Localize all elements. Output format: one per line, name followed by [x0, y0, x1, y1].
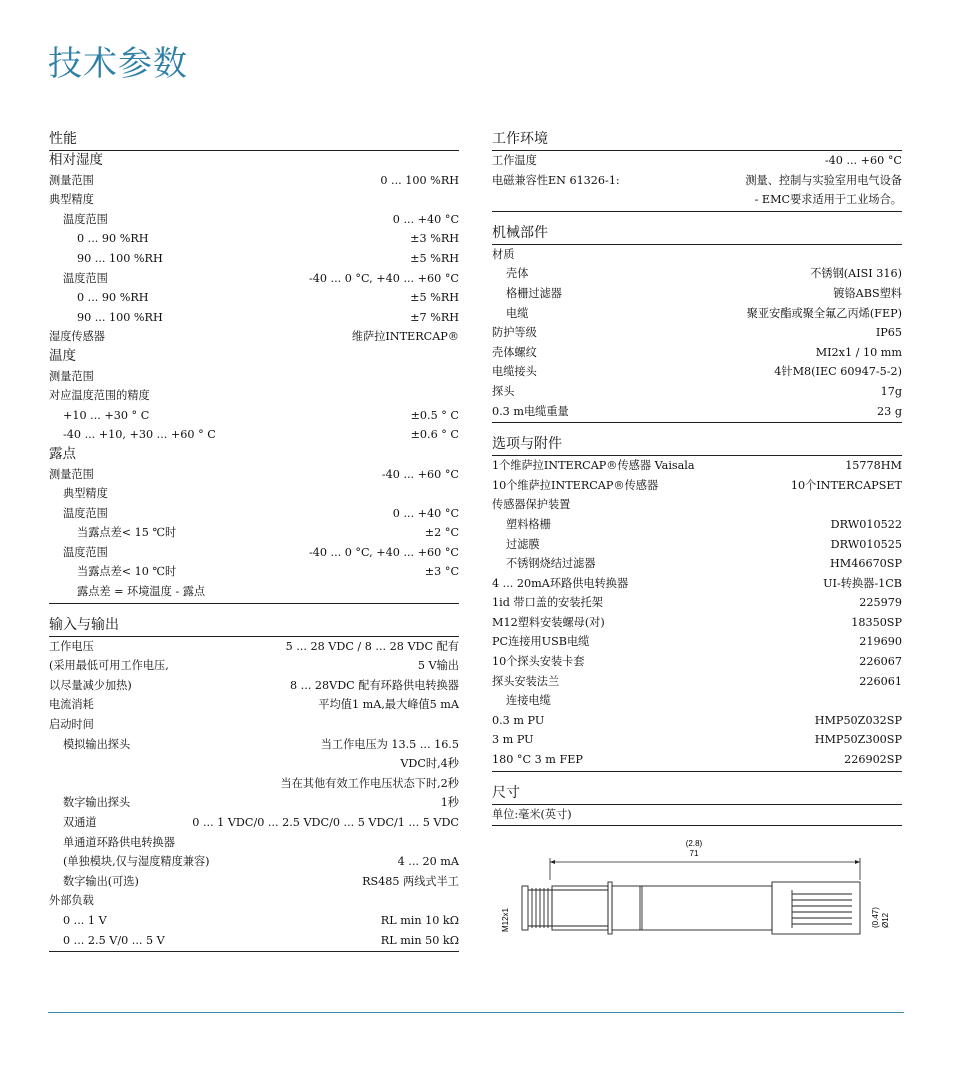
spec-row — [49, 891, 459, 911]
spec-section — [492, 784, 902, 955]
spec-label: 温度范围 — [63, 545, 108, 559]
spec-label: 3 m PU — [492, 733, 534, 747]
spec-label: 单通道环路供电转换器 — [63, 835, 175, 849]
spec-label: 温度范围 — [63, 212, 108, 226]
spec-label: 相对湿度 — [49, 152, 103, 168]
page-title: 技术参数 — [48, 44, 188, 84]
spec-row — [492, 382, 902, 402]
spec-value: 1秒 — [440, 796, 459, 810]
spec-row — [49, 754, 459, 774]
footer-divider — [48, 1012, 904, 1013]
spec-label: 双通道 — [63, 816, 97, 829]
subsection-heading — [49, 151, 459, 171]
spec-value: ±2 °C — [424, 526, 459, 540]
spec-label: 以尽量减少加热) — [49, 678, 132, 692]
spec-row — [49, 543, 459, 563]
spec-value: -40 ... +60 °C — [381, 467, 459, 481]
spec-label: 0 ... 90 %RH — [77, 291, 149, 305]
spec-value: RL min 10 kΩ — [380, 913, 459, 927]
spec-label: 塑料格栅 — [506, 517, 551, 531]
spec-row — [492, 343, 902, 363]
spec-row — [49, 425, 459, 445]
spec-section — [49, 130, 459, 604]
spec-row — [49, 249, 459, 269]
spec-label: 格栅过滤器 — [506, 286, 562, 300]
spec-label: 0.3 m PU — [492, 713, 545, 727]
spec-value: 225979 — [859, 596, 902, 610]
spec-label: 对应温度范围的精度 — [49, 389, 150, 403]
spec-value: 0 ... +40 °C — [392, 212, 459, 226]
spec-row — [492, 171, 902, 191]
spec-row — [49, 367, 459, 387]
thread-label: M12x1 — [501, 908, 510, 933]
spec-row — [49, 308, 459, 328]
spec-label: 当露点差< 10 ℃时 — [77, 565, 177, 579]
spec-value: 0 ... +40 °C — [392, 506, 459, 520]
spec-row — [492, 190, 902, 210]
spec-row — [492, 245, 902, 265]
spec-value: 0 ... 1 VDC/0 ... 2.5 VDC/0 ... 5 VDC/1 ... 5 VDC — [192, 816, 459, 829]
spec-row — [492, 632, 902, 652]
spec-row — [49, 269, 459, 289]
spec-value: 4 ... 20 mA — [397, 855, 459, 869]
probe-body — [522, 882, 860, 934]
spec-row — [49, 872, 459, 892]
section-title: 工作环境 — [492, 130, 902, 151]
spec-row — [49, 465, 459, 485]
spec-value: 聚亚安酯或聚全氟乙丙烯(FEP) — [746, 306, 902, 320]
spec-label: 90 ... 100 %RH — [77, 251, 163, 265]
spec-label: 防护等级 — [492, 326, 537, 340]
spec-value: 0 ... 100 %RH — [380, 173, 459, 187]
spec-label: 工作电压 — [49, 639, 94, 653]
spec-label: 材质 — [492, 247, 515, 261]
spec-value: ±3 %RH — [410, 232, 459, 246]
spec-value: HM46670SP — [830, 557, 902, 571]
spec-row — [492, 554, 902, 574]
spec-row — [49, 715, 459, 735]
spec-label: (采用最低可用工作电压, — [49, 659, 169, 673]
spec-value: 5 V输出 — [417, 659, 459, 673]
spec-rows — [492, 245, 902, 423]
probe-dimension-drawing — [492, 832, 902, 950]
spec-row — [492, 691, 902, 711]
spec-label: 测量范围 — [49, 173, 94, 187]
spec-label: 外部负载 — [49, 894, 94, 908]
spec-label: 10个维萨拉INTERCAP®传感器 — [492, 478, 659, 492]
spec-label: 壳体 — [506, 267, 529, 281]
spec-row — [49, 484, 459, 504]
spec-label: 典型精度 — [49, 193, 94, 207]
spec-label: 温度范围 — [63, 271, 108, 285]
spec-row — [49, 676, 459, 696]
spec-label: 壳体螺纹 — [492, 345, 537, 359]
spec-value: MI2x1 / 10 mm — [815, 345, 902, 359]
spec-label: 连接电缆 — [506, 694, 551, 708]
spec-value: 平均值1 mA,最大峰值5 mA — [318, 698, 459, 712]
spec-value: -40 ... +60 °C — [824, 154, 902, 167]
spec-label: 模拟输出探头 — [63, 737, 131, 751]
spec-row — [49, 695, 459, 715]
spec-row — [49, 288, 459, 308]
spec-value: DRW010522 — [830, 517, 902, 531]
spec-row — [492, 151, 902, 171]
spec-label: 电缆 — [506, 306, 529, 320]
spec-rows — [49, 151, 459, 604]
section-title: 机械部件 — [492, 224, 902, 245]
spec-value: 10个INTERCAPSET — [790, 478, 902, 492]
spec-section — [492, 224, 902, 423]
spec-value: 5 ... 28 VDC / 8 ... 28 VDC 配有 — [285, 639, 459, 653]
spec-row — [49, 229, 459, 249]
diameter-label-inch: (0.47) — [871, 907, 880, 929]
spec-label: PC连接用USB电缆 — [492, 635, 590, 649]
spec-row — [492, 304, 902, 324]
spec-label: 测量范围 — [49, 467, 94, 481]
spec-label: 180 °C 3 m FEP — [492, 753, 583, 767]
spec-section — [492, 435, 902, 772]
spec-value: ±5 %RH — [410, 251, 459, 265]
spec-label: 典型精度 — [63, 487, 108, 501]
spec-value: RL min 50 kΩ — [380, 933, 459, 947]
spec-row — [49, 774, 459, 794]
spec-value: HMP50Z300SP — [814, 733, 902, 747]
spec-value: VDC时,4秒 — [400, 757, 459, 771]
spec-value: 219690 — [859, 635, 902, 649]
spec-row — [492, 476, 902, 496]
spec-label: 探头安装法兰 — [492, 674, 560, 688]
spec-label: 露点差 = 环境温度 - 露点 — [77, 585, 206, 599]
spec-label: 不锈钢烧结过滤器 — [506, 557, 596, 571]
spec-row — [492, 593, 902, 613]
spec-row — [49, 813, 459, 833]
spec-row — [492, 535, 902, 555]
spec-label: 数字输出(可选) — [63, 874, 139, 888]
section-title: 选项与附件 — [492, 435, 902, 456]
right-column — [492, 130, 902, 966]
spec-label: 电磁兼容性EN 61326-1: — [492, 173, 620, 187]
spec-row — [49, 327, 459, 347]
subsection-heading — [49, 347, 459, 367]
spec-row — [492, 323, 902, 343]
spec-value: UI-转换器-1CB — [823, 576, 902, 590]
spec-label: 测量范围 — [49, 369, 94, 383]
spec-label: 1个维萨拉INTERCAP®传感器 Vaisala — [492, 459, 695, 473]
spec-row — [49, 386, 459, 406]
spec-value: 226902SP — [844, 753, 902, 767]
spec-label: 启动时间 — [49, 718, 94, 732]
spec-row — [49, 210, 459, 230]
spec-label: 0 ... 1 V — [63, 913, 107, 927]
spec-row — [492, 264, 902, 284]
spec-value: 18350SP — [851, 615, 902, 629]
spec-row — [492, 652, 902, 672]
spec-value: - EMC要求适用于工业场合。 — [754, 193, 902, 207]
spec-value: ±3 °C — [424, 565, 459, 579]
spec-row — [492, 613, 902, 633]
diameter-label-mm: Ø12 — [881, 913, 890, 929]
spec-label: 电缆接头 — [492, 365, 537, 379]
spec-label: 1id 带口盖的安装托架 — [492, 596, 603, 610]
spec-row — [49, 911, 459, 931]
spec-row — [492, 515, 902, 535]
spec-value: ±5 %RH — [410, 291, 459, 305]
spec-value: 226067 — [859, 655, 902, 669]
spec-row — [492, 362, 902, 382]
spec-value: DRW010525 — [830, 537, 902, 551]
spec-row — [492, 284, 902, 304]
spec-label: 0 ... 90 %RH — [77, 232, 149, 246]
spec-row — [49, 656, 459, 676]
spec-label: 10个探头安装卡套 — [492, 655, 585, 669]
spec-label: 0 ... 2.5 V/0 ... 5 V — [63, 933, 165, 947]
spec-value: 4针M8(IEC 60947-5-2) — [774, 365, 902, 379]
section-title: 尺寸 — [492, 784, 902, 805]
spec-row — [49, 504, 459, 524]
spec-row — [49, 931, 459, 951]
spec-label: 0.3 m电缆重量 — [492, 404, 569, 418]
spec-label: M12塑料安装螺母(对) — [492, 615, 605, 629]
spec-value: ±7 %RH — [410, 310, 459, 324]
spec-row — [492, 711, 902, 731]
spec-value: 15778HM — [845, 459, 902, 473]
spec-value: 17g — [880, 384, 902, 398]
spec-row — [492, 750, 902, 770]
spec-row — [49, 793, 459, 813]
subsection-heading — [49, 445, 459, 465]
spec-value: 8 ... 28VDC 配有环路供电转换器 — [290, 678, 459, 692]
spec-label: 单位:毫米(英寸) — [492, 807, 572, 821]
spec-label: 当露点差< 15 ℃时 — [77, 526, 177, 540]
spec-label: 工作温度 — [492, 154, 537, 167]
spec-row — [492, 672, 902, 692]
spec-label: 电流消耗 — [49, 698, 94, 712]
spec-row — [49, 171, 459, 191]
spec-label: 温度范围 — [63, 506, 108, 520]
spec-value: HMP50Z032SP — [814, 713, 902, 727]
spec-value: 23 g — [877, 404, 902, 418]
spec-label: 数字输出探头 — [63, 796, 131, 810]
spec-rows — [492, 456, 902, 772]
length-label-inch: (2.8) — [685, 839, 703, 849]
spec-row — [49, 582, 459, 602]
spec-row — [49, 190, 459, 210]
left-column — [49, 130, 459, 964]
spec-value: 测量、控制与实验室用电气设备 — [745, 173, 902, 187]
section-title: 性能 — [49, 130, 459, 151]
spec-value: 226061 — [859, 674, 902, 688]
spec-label: +10 ... +30 ° C — [63, 408, 150, 422]
spec-row — [492, 456, 902, 476]
spec-label: -40 ... +10, +30 ... +60 ° C — [63, 428, 216, 442]
spec-label: 过滤膜 — [506, 537, 540, 551]
spec-value: 当工作电压为 13.5 ... 16.5 — [320, 737, 459, 751]
spec-row — [492, 805, 902, 825]
spec-row — [492, 574, 902, 594]
spec-row — [49, 562, 459, 582]
spec-row — [49, 523, 459, 543]
spec-label: 探头 — [492, 384, 515, 398]
spec-label: 4 ... 20mA环路供电转换器 — [492, 576, 629, 590]
spec-label: 湿度传感器 — [49, 330, 105, 344]
spec-row — [49, 735, 459, 755]
spec-value: IP65 — [875, 326, 902, 340]
spec-label: 传感器保护装置 — [492, 498, 571, 512]
spec-row — [49, 406, 459, 426]
spec-value: 当在其他有效工作电压状态下时,2秒 — [280, 776, 459, 790]
spec-section — [49, 616, 459, 953]
spec-rows — [49, 637, 459, 953]
spec-value: 镀铬ABS塑料 — [833, 286, 902, 300]
spec-rows — [492, 805, 902, 827]
spec-row — [49, 833, 459, 853]
spec-label: 90 ... 100 %RH — [77, 310, 163, 324]
spec-value: -40 ... 0 °C, +40 ... +60 °C — [308, 271, 459, 285]
spec-value: ±0.5 ° C — [410, 408, 459, 422]
spec-row — [49, 852, 459, 872]
spec-row — [492, 730, 902, 750]
spec-value: RS485 两线式半工 — [362, 874, 459, 888]
spec-value: 不锈钢(AISI 316) — [810, 267, 902, 281]
spec-rows — [492, 151, 902, 212]
spec-value: ±0.6 ° C — [410, 428, 459, 442]
spec-label: (单独模块,仅与湿度精度兼容) — [63, 855, 210, 869]
spec-label: 露点 — [49, 445, 76, 462]
spec-section — [492, 130, 902, 212]
spec-value: -40 ... 0 °C, +40 ... +60 °C — [308, 545, 459, 559]
spec-row — [49, 637, 459, 657]
section-title: 输入与输出 — [49, 616, 459, 637]
spec-label: 温度 — [49, 347, 76, 364]
spec-row — [492, 402, 902, 422]
spec-row — [492, 495, 902, 515]
spec-value: 维萨拉INTERCAP® — [351, 330, 459, 344]
length-label-mm: 71 — [689, 849, 699, 859]
